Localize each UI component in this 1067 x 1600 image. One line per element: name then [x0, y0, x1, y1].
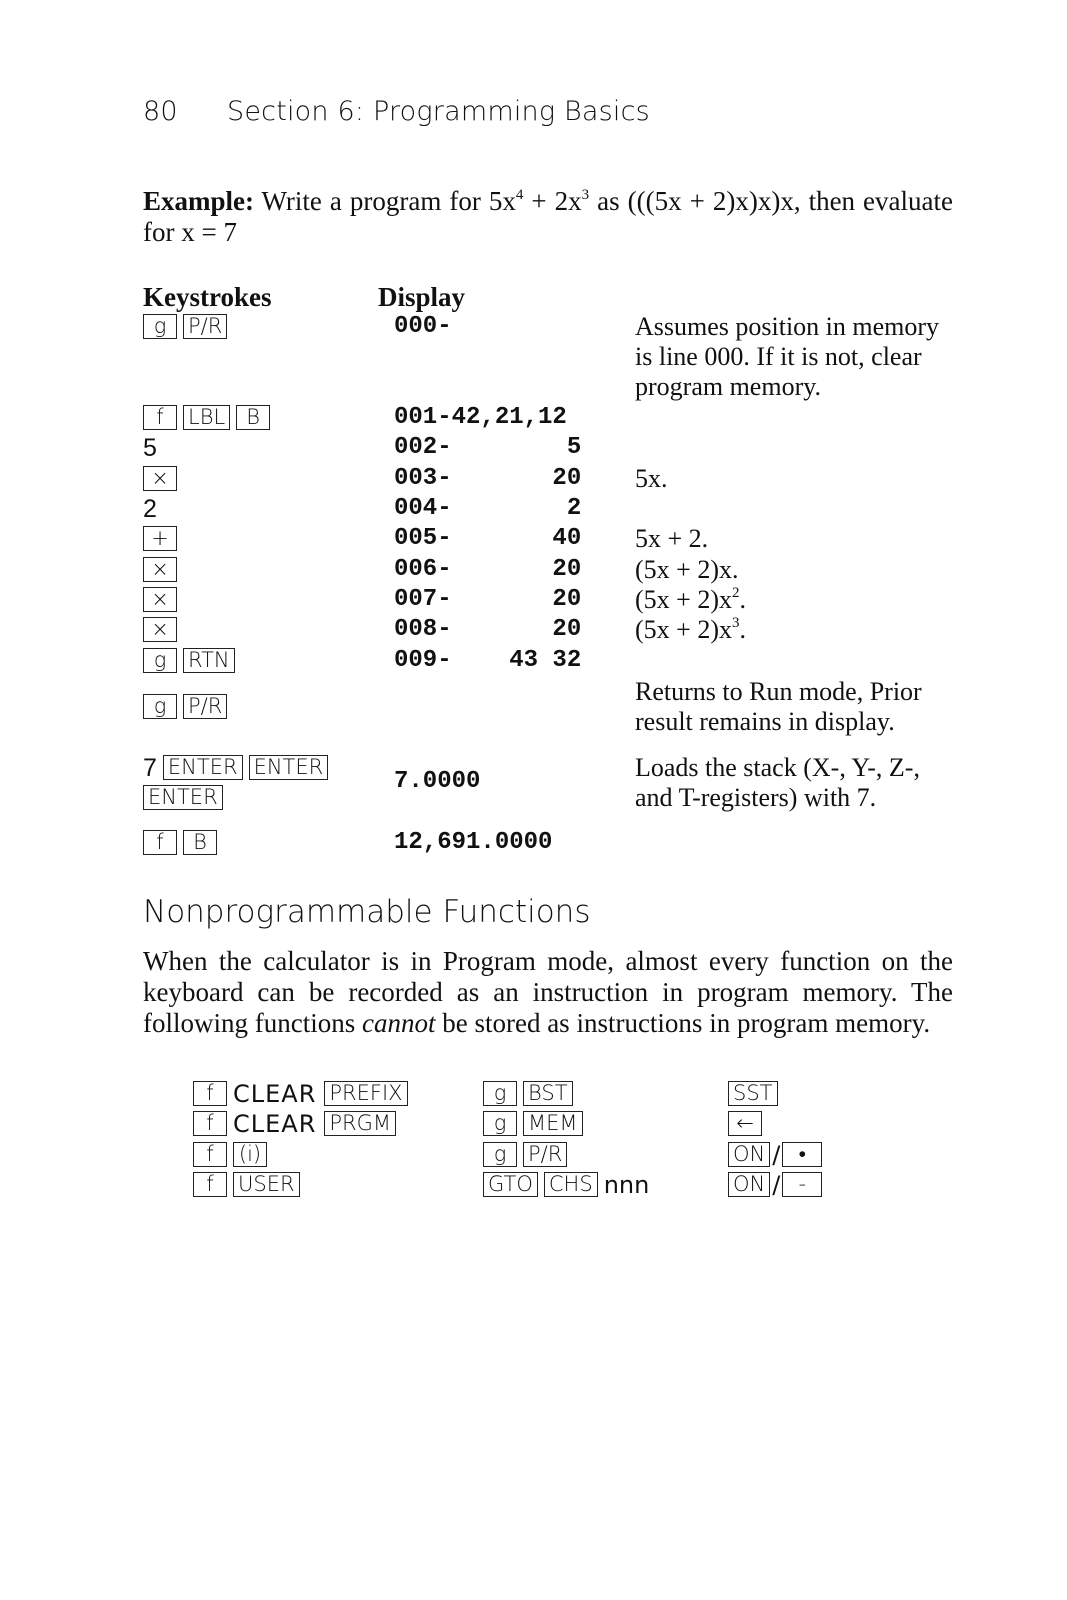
- nonprog-text: CLEAR: [233, 1110, 317, 1138]
- description-end: .: [739, 585, 746, 614]
- display-cell: 7.0000: [394, 768, 481, 795]
- calculator-key: ENTER: [249, 755, 329, 780]
- description-text: 5x.: [635, 464, 668, 493]
- description-text: (5x + 2)x: [635, 615, 732, 644]
- description-text: Loads the stack (X-, Y-, Z-, and T-registers) with 7.: [635, 753, 920, 812]
- calculator-key: ×: [143, 617, 177, 642]
- keystroke-cell: [143, 464, 183, 494]
- example-text-2: + 2x: [523, 186, 582, 216]
- calculator-key: g: [143, 314, 177, 339]
- nonprog-suffix: nnn: [603, 1171, 650, 1199]
- display-cell: 002- 5: [394, 434, 582, 461]
- keystroke-cell: [143, 312, 233, 342]
- nonprog-item: [193, 1140, 273, 1170]
- calculator-key: LBL: [183, 405, 230, 430]
- calculator-key: ×: [143, 466, 177, 491]
- nonprog-item: [193, 1109, 402, 1139]
- nonprog-item: [483, 1079, 579, 1109]
- nonprog-item: [728, 1170, 828, 1200]
- calculator-key: +: [143, 526, 177, 551]
- calculator-key: GTO: [483, 1172, 538, 1197]
- calculator-key: ×: [143, 587, 177, 612]
- keystroke-cell: [143, 555, 183, 585]
- nonprog-emphasis: cannot: [361, 1008, 436, 1038]
- example-sup-1: 4: [515, 187, 524, 203]
- col-header-display: Display: [378, 282, 466, 312]
- nonprog-text-2: be stored as instructions in program memory.: [435, 1008, 931, 1038]
- calculator-key: ENTER: [143, 785, 223, 810]
- description-end: .: [739, 615, 746, 644]
- calculator-key: USER: [233, 1172, 300, 1197]
- description-sup: 3: [731, 615, 740, 631]
- description-sup: 2: [731, 585, 740, 601]
- display-cell: 007- 20: [394, 586, 582, 613]
- col-header-keystrokes: Keystrokes: [143, 282, 272, 312]
- nonprog-item: [483, 1140, 573, 1170]
- calculator-key: RTN: [183, 648, 235, 673]
- nonprog-item: [193, 1079, 414, 1109]
- nonprog-item: [193, 1170, 306, 1200]
- calculator-key: CHS: [544, 1172, 598, 1197]
- calculator-key: f: [193, 1111, 227, 1136]
- calculator-key: P/R: [523, 1142, 567, 1167]
- calculator-key: B: [183, 830, 217, 855]
- calculator-key: ON: [728, 1172, 770, 1197]
- nonprog-item: [483, 1109, 589, 1139]
- display-cell: 006- 20: [394, 556, 582, 583]
- calculator-key: ×: [143, 557, 177, 582]
- description-cell: [635, 464, 955, 494]
- example-text-1: Write a program for 5x: [261, 186, 516, 216]
- description-cell: [635, 585, 955, 615]
- calculator-key: ←: [728, 1111, 762, 1136]
- keystroke-cell: [143, 403, 276, 433]
- keystroke-digit: 5: [143, 434, 157, 462]
- keystroke-digit: 2: [143, 495, 157, 523]
- calculator-key: P/R: [183, 694, 227, 719]
- calculator-key: g: [143, 648, 177, 673]
- display-cell: 003- 20: [394, 465, 582, 492]
- nonprog-item: [483, 1170, 649, 1200]
- calculator-key: f: [193, 1081, 227, 1106]
- keystroke-cell: [143, 433, 157, 463]
- description-cell: [635, 615, 955, 645]
- calculator-key: MEM: [523, 1111, 583, 1136]
- keystroke-cell: [143, 646, 241, 676]
- description-text: (5x + 2)x.: [635, 555, 739, 584]
- display-cell: 004- 2: [394, 495, 582, 522]
- nonprog-text: CLEAR: [233, 1080, 317, 1108]
- keystroke-cell: [143, 585, 183, 615]
- calculator-key: PREFIX: [324, 1081, 407, 1106]
- calculator-key: g: [483, 1111, 517, 1136]
- calculator-key: f: [193, 1142, 227, 1167]
- example-label: Example:: [143, 186, 254, 216]
- display-cell: 005- 40: [394, 525, 582, 552]
- calculator-key: P/R: [183, 314, 227, 339]
- keystroke-cell: [143, 615, 183, 645]
- keystroke-cell: [143, 692, 233, 722]
- example-sup-2: 3: [581, 187, 590, 203]
- display-cell: 001-42,21,12: [394, 404, 567, 431]
- section-heading: Nonprogrammable Functions: [143, 894, 591, 930]
- display-cell: 000-: [394, 313, 452, 340]
- calculator-key: f: [143, 830, 177, 855]
- display-cell: 009- 43 32: [394, 647, 582, 674]
- nonprog-text-1: When the calculator is in Program mode, almost every function on the keyboard can be recorded as an instruction in program memory. The following functions: [143, 946, 953, 1038]
- display-cell: 008- 20: [394, 616, 582, 643]
- nonprog-item: [728, 1079, 784, 1109]
- description-cell: [635, 677, 955, 737]
- section-title: Section 6: Programming Basics: [227, 96, 650, 127]
- nonprog-separator: /: [772, 1171, 781, 1199]
- calculator-key: f: [193, 1172, 227, 1197]
- nonprog-separator: /: [772, 1141, 781, 1169]
- nonprog-item: [728, 1109, 768, 1139]
- description-text: Returns to Run mode, Prior result remains in display.: [635, 677, 922, 736]
- keystroke-cell: [143, 753, 334, 813]
- keystroke-cell: [143, 524, 183, 554]
- calculator-key: SST: [728, 1081, 778, 1106]
- nonprog-paragraph: [143, 946, 953, 1039]
- calculator-key: ENTER: [163, 755, 243, 780]
- calculator-key: g: [483, 1142, 517, 1167]
- nonprog-item: [728, 1140, 828, 1170]
- calculator-key: B: [236, 405, 270, 430]
- description-text: Assumes position in memory is line 000. If it is not, clear program memory.: [635, 312, 940, 401]
- calculator-key: •: [782, 1142, 822, 1167]
- example-paragraph: [143, 186, 953, 248]
- calculator-key: -: [782, 1172, 822, 1197]
- calculator-key: ON: [728, 1142, 770, 1167]
- description-text: 5x + 2.: [635, 524, 709, 553]
- description-cell: [635, 555, 955, 585]
- page-header: [143, 96, 650, 127]
- keystroke-cell: [143, 828, 223, 858]
- description-cell: [635, 312, 955, 402]
- calculator-key: PRGM: [324, 1111, 396, 1136]
- page-number: 80: [143, 96, 178, 127]
- calculator-key: f: [143, 405, 177, 430]
- calculator-key: BST: [523, 1081, 573, 1106]
- display-cell: 12,691.0000: [394, 829, 553, 856]
- description-text: (5x + 2)x: [635, 585, 732, 614]
- calculator-key: g: [143, 694, 177, 719]
- calculator-key: (i): [233, 1142, 267, 1167]
- keystroke-cell: [143, 494, 157, 524]
- example-text-3: as (((5x + 2)x)x)x, then evaluate for x = 7: [143, 186, 954, 247]
- calculator-key: g: [483, 1081, 517, 1106]
- keystroke-digit: 7: [143, 754, 157, 782]
- description-cell: [635, 753, 955, 813]
- description-cell: [635, 524, 955, 554]
